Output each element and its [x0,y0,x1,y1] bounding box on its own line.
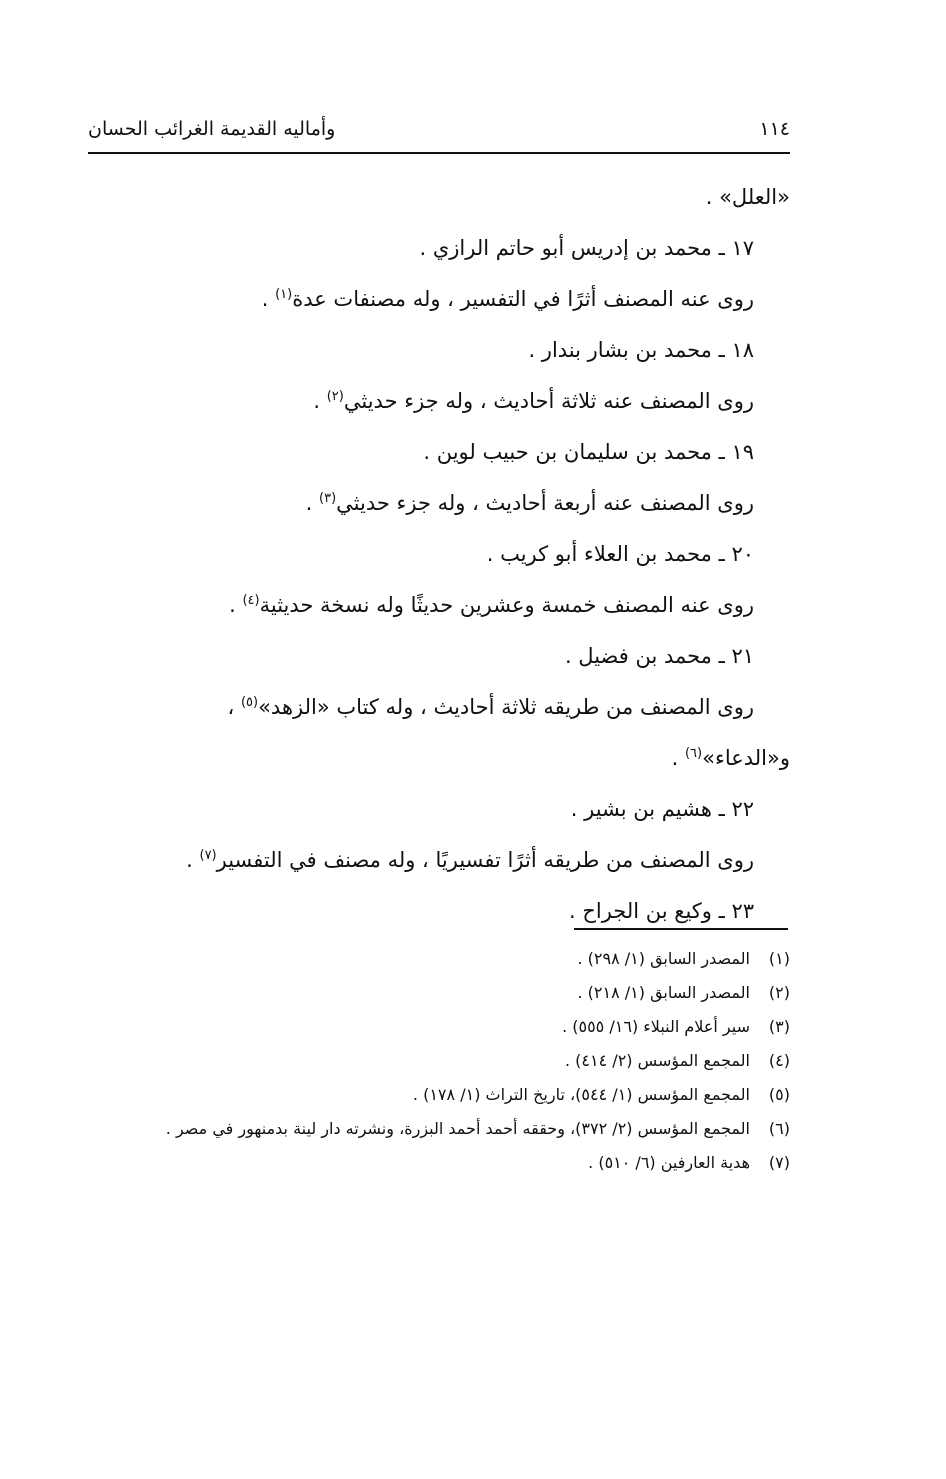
entry-description: روى عنه المصنف خمسة وعشرين حديثًا وله نسخة حديثية$^{(٤)}$ . [229,593,754,617]
footnote-text: هدية العارفين (٦/ ٥١٠) . [588,1153,750,1172]
footnote-ref[interactable]: (٧) [199,848,217,863]
footnote-number: (٦) [768,1119,790,1138]
entry-description: روى المصنف عنه أربعة أحاديث ، وله جزء حديثي$^{(٣)}$ . [305,491,754,515]
main-text [88,172,790,937]
footnote-number: (١) [768,949,790,968]
footnote-number: (٢) [768,983,790,1002]
entry-description: روى المصنف عنه ثلاثة أحاديث ، وله جزء حديثي$^{(٢)}$ . [313,389,754,413]
entry-description: روى المصنف من طريقه ثلاثة أحاديث ، وله كتاب «الزهد»$^{(٥)}$ ، [227,695,754,719]
entry-heading: ٢٣ ـ وكيع بن الجراح . [568,899,754,923]
footnote-ref[interactable]: (١) [275,287,293,302]
footnote-ref[interactable]: (٣) [319,491,337,506]
footnote-item [88,1010,790,1044]
footnote-number: (٤) [768,1051,790,1070]
entry-heading: ١٨ ـ محمد بن بشار بندار . [528,338,754,362]
footnote-ref[interactable]: (٢) [326,389,344,404]
entry-heading: ١٧ ـ محمد بن إدريس أبو حاتم الرازي . [419,236,754,260]
book-title: وأماليه القديمة الغرائب الحسان [88,118,336,140]
footnote-text: المصدر السابق (١/ ٢٩٨) . [577,949,750,968]
footnote-ref[interactable]: (٦) [684,746,703,761]
footnote-ref[interactable]: (٥) [240,695,259,710]
page-number: ١١٤ [759,118,790,140]
footnote-number: (٣) [768,1017,790,1036]
footnote-text: المصدر السابق (١/ ٢١٨) . [577,983,750,1002]
header-rule [88,152,790,154]
footnote-item [88,976,790,1010]
entry-description: روى المصنف من طريقه أثرًا تفسيريًا ، وله مصنف في التفسير$^{(٧)}$ . [186,848,754,872]
entry-heading: ٢١ ـ محمد بن فضيل . [564,644,754,668]
footnote-item [88,942,790,976]
footnote-text: المجمع المؤسس (١/ ٥٤٤)، تاريخ التراث (١/ ١٧٨) . [412,1085,750,1104]
footnote-text: المجمع المؤسس (٢/ ٣٧٢)، وحققه أحمد أحمد البزرة، ونشرته دار لينة بدمنهور في مصر . [165,1119,750,1138]
footnote-separator [574,928,788,930]
footnote-number: (٥) [768,1085,790,1104]
footnote-item [88,1146,790,1180]
entry-description-continued: و«الدعاء»$^{(٦)}$ . [671,746,790,770]
footnote-text: المجمع المؤسس (٢/ ٤١٤) . [565,1051,750,1070]
entry-description: روى عنه المصنف أثرًا في التفسير ، وله مصنفات عدة$^{(١)}$ . [261,287,754,311]
entry-heading: ٢٠ ـ محمد بن العلاء أبو كريب . [486,542,754,566]
footnote-text: سير أعلام النبلاء (١٦/ ٥٥٥) . [562,1017,750,1036]
entry-heading: ٢٢ ـ هشيم بن بشير . [570,797,754,821]
footnote-item [88,1078,790,1112]
footnote-number: (٧) [768,1153,790,1172]
footnote-item [88,1044,790,1078]
text-line: «العلل» . [705,185,790,209]
footnote-ref[interactable]: (٤) [242,593,260,608]
footnote-item [88,1112,790,1146]
running-header [88,112,790,146]
entry-heading: ١٩ ـ محمد بن سليمان بن حبيب لوين . [423,440,754,464]
footnotes [88,942,790,1180]
